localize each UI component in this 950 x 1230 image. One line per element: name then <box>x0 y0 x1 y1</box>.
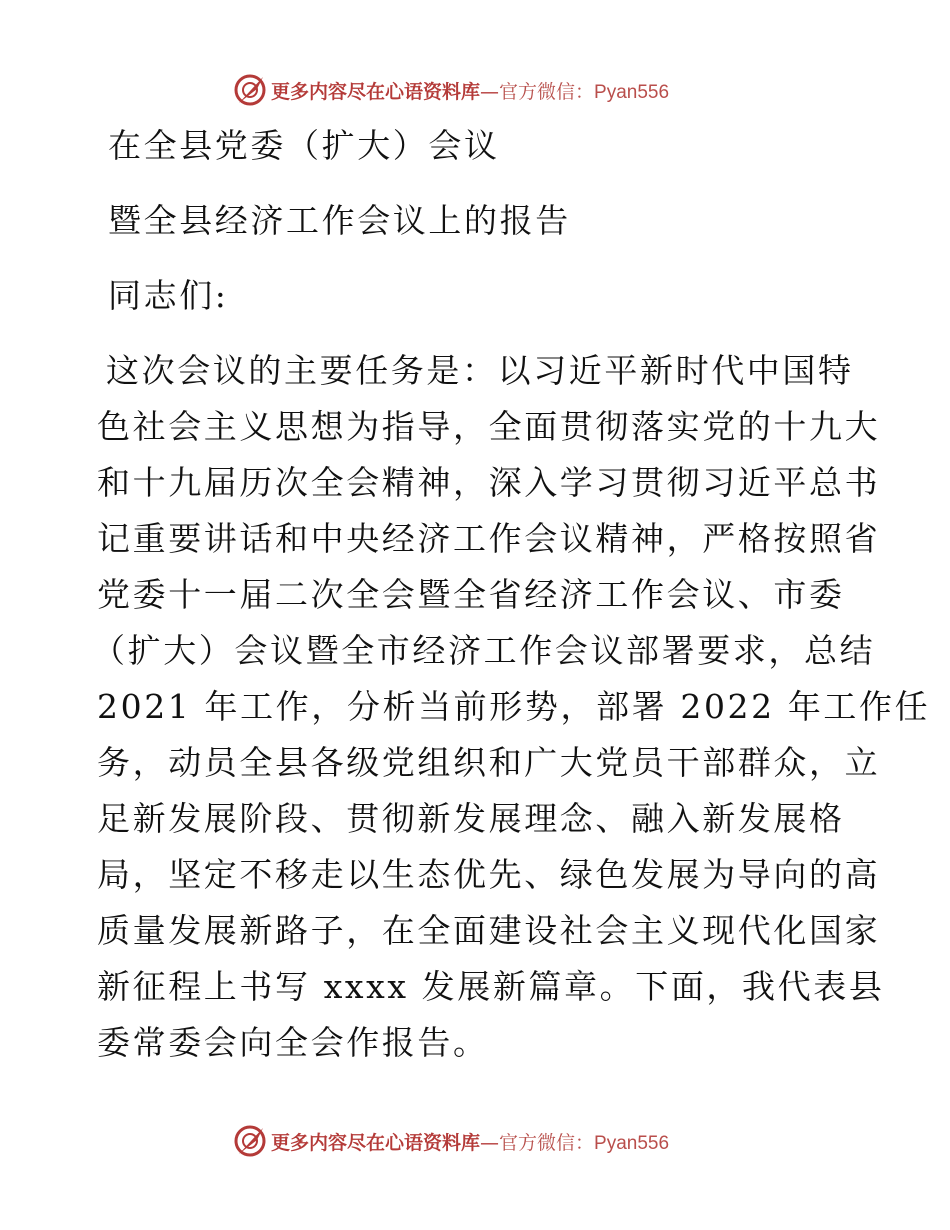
paragraph-line: 记重要讲话和中央经济工作会议精神，严格按照省 <box>97 519 881 558</box>
paragraph-line: 委常委会向全会作报告。 <box>97 1023 489 1062</box>
watermark-text: 更多内容尽在心语资料库—官方微信：Pyan556 <box>271 80 670 103</box>
paragraph-line: 足新发展阶段、贯彻新发展理念、融入新发展格 <box>97 799 845 838</box>
paragraph-line: 新征程上书写 xxxx 发展新篇章。下面，我代表县 <box>97 967 885 1006</box>
paragraph-line: 和十九届历次全会精神，深入学习贯彻习近平总书 <box>97 463 881 502</box>
watermark-text: 更多内容尽在心语资料库—官方微信：Pyan556 <box>271 1131 670 1154</box>
paragraph-line: 质量发展新路子，在全面建设社会主义现代化国家 <box>97 911 881 950</box>
watermark-header <box>233 73 669 107</box>
salutation: 同志们: <box>108 276 229 315</box>
paragraph-line: 色社会主义思想为指导，全面贯彻落实党的十九大 <box>97 407 881 446</box>
document-title-line-1: 在全县党委（扩大）会议 <box>108 126 500 165</box>
quill-logo-icon <box>233 1124 267 1158</box>
paragraph-line: 务，动员全县各级党组织和广大党员干部群众，立 <box>97 743 881 782</box>
document-title-line-2: 暨全县经济工作会议上的报告 <box>108 201 571 240</box>
quill-logo-icon <box>233 73 267 107</box>
paragraph-line: 这次会议的主要任务是：以习近平新时代中国特 <box>106 351 854 390</box>
paragraph-line: 局，坚定不移走以生态优先、绿色发展为导向的高 <box>97 855 881 894</box>
paragraph-line: （扩大）会议暨全市经济工作会议部署要求，总结 <box>92 631 876 670</box>
paragraph-line: 党委十一届二次全会暨全省经济工作会议、市委 <box>97 575 845 614</box>
paragraph-line: 2021 年工作，分析当前形势，部署 2022 年工作任 <box>97 687 931 726</box>
watermark-footer <box>233 1124 669 1158</box>
